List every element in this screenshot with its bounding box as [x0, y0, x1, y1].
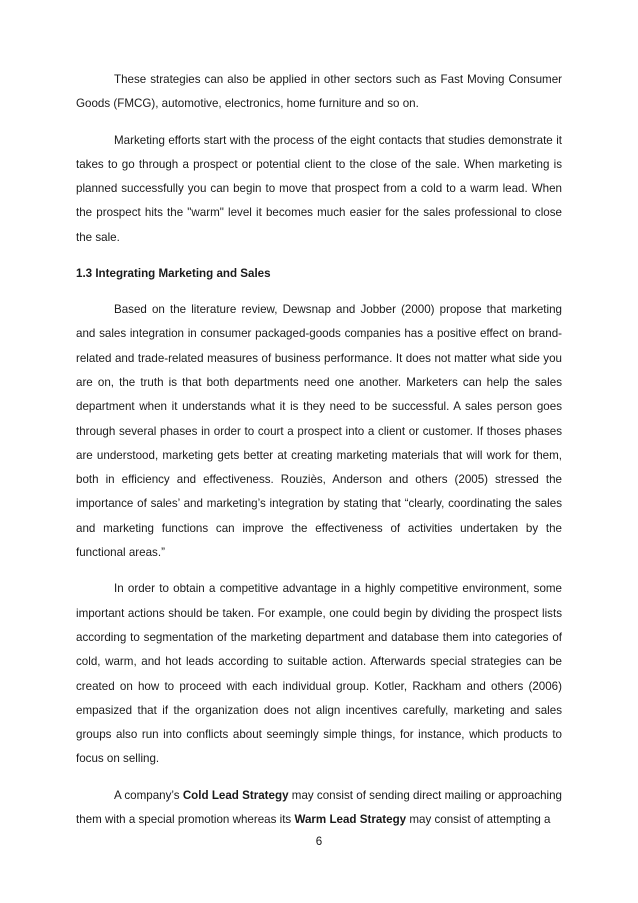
lead-text-part-1: A company’s: [114, 788, 183, 802]
paragraph-competitive-advantage: In order to obtain a competitive advantage in a highly competitive environment, some important actions should be taken. For example, one could begin by dividing the prospect lists according to segmentation of the marketing department and database them into categories of cold, warm, and hot leads according to suitable action. Afterwards special strategies can be created on how to proceed with each individual group. Kotler, Rackham and others (2006) empasized that if the organization does not align incentives carefully, marketing and sales groups also run into conflicts about seemingly simple things, for instance, which products to focus on selling.: [76, 582, 562, 766]
page-number: 6: [315, 835, 323, 848]
paragraph-sector-strategies: These strategies can also be applied in other sectors such as Fast Moving Consumer Goods (FMCG), automotive, electronics, home furniture and so on.: [76, 73, 562, 111]
warm-lead-strategy-term: Warm Lead Strategy: [294, 813, 407, 827]
document-page: [76, 68, 562, 832]
cold-lead-strategy-term: Cold Lead Strategy: [182, 788, 289, 802]
paragraph-literature-review: Based on the literature review, Dewsnap and Jobber (2000) propose that marketing and sales integration in consumer packaged-goods companies has a positive effect on brand-related and trade-related measures of business performance. It does not matter what side you are on, the truth is that both departments need one another. Marketers can help the sales department when it understands what it is they need to be successful. A sales person goes through several phases in order to court a prospect into a client or customer. If thoses phases are understood, marketing gets better at creating marketing materials that will work for them, both in efficiency and effectiveness. Rouziès, Anderson and others (2005) stressed the importance of sales’ and marketing’s integration by stating that “clearly, coordinating the sales and marketing functions can improve the effectiveness of activities undertaken by the functional areas.”: [76, 303, 562, 560]
lead-text-part-3: may consist of attempting a: [406, 813, 551, 827]
paragraph-lead-strategies: [76, 784, 562, 833]
section-heading: 1.3 Integrating Marketing and Sales: [76, 267, 271, 281]
lead-text-part-2: may consist of sending direct mailing or approaching them with a special promotion whereas its: [76, 788, 563, 827]
paragraph-marketing-efforts: Marketing efforts start with the process of the eight contacts that studies demonstrate it takes to go through a prospect or potential client to the close of the sale. When marketing is planned successfully you can begin to move that prospect from a cold to a warm lead. When the prospect hits the "warm" level it becomes much easier for the sales professional to close the sale.: [76, 133, 562, 244]
